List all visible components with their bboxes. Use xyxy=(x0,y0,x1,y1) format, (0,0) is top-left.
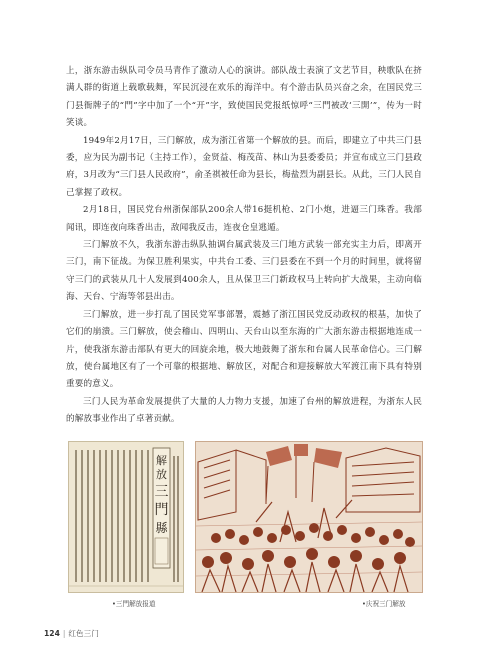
newspaper-report-image xyxy=(68,441,184,593)
caption-right: •庆祝三门解放 xyxy=(362,600,406,608)
headline-glyph: 縣 xyxy=(155,521,168,535)
paragraph-5: 三门解放，进一步打乱了国民党军事部署，震撼了浙江国民党反动政权的根基，加快了它们的崩溃。三门解放，使会稽山、四明山、天台山以至东海的广大浙东游击根据地连成一片，使我浙东游击部队有更大的回旋余地，极大地鼓舞了浙东和台属人民革命信心。三门解放，使台属地区有了一个可靠的根据地、解放区，对配合和迎接解放大军渡江南下具有特别重要的意义。 xyxy=(66,309,422,390)
paragraph-2: 1949年2月17日，三门解放，成为浙江省第一个解放的县。而后，即建立了中共三门县委，应为民为副书记（主持工作），金贤益、梅茂苗、林山为县委委员；并宣布成立三门县政府，3月改为“三门县人民政府”，俞圣祺被任命为县长，梅盐烈为副县长。从此，三门人民自己掌握了政权。 xyxy=(66,135,422,198)
paragraph-4: 三门解放不久，我浙东游击纵队抽调台属武装及三门地方武装一部充实主力后，即离开三门，南下征战。为保卫胜利果实，中共台工委、三门县委在不到一个月的时间里，就将留守三门的武装从几十人发展到400余人，且从保卫三门新政权马上转向扩大战果，主动向临海、天台、宁海等邻县出击。 xyxy=(66,240,422,303)
celebration-woodcut-image xyxy=(195,441,423,593)
article-body xyxy=(66,63,422,429)
paragraph-6: 三门人民为革命发展提供了大量的人力物力支援，加速了台州的解放进程，为浙东人民的解放事业作出了卓著贡献。 xyxy=(66,396,422,425)
paragraph-3: 2月18日，国民党台州浙保部队200余人带16挺机枪、2门小炮，进逼三门珠香。我部闻讯，即连夜向珠香出击，敌闻我反击，连夜仓皇逃遁。 xyxy=(66,205,422,233)
section-title: 红色三门 xyxy=(68,629,99,638)
paragraph-1: 上，浙东游击纵队司令员马青作了激动人心的演讲。部队战士表演了文艺节目，秧歌队在挤满人群的街道上载歌载舞，军民沉浸在欢乐的海洋中。有个游击队员兴奋之余，在国民党三门县衙牌子的“門”字中加了一个“开”字，致使国民党报纸惊呼“三門被改‘三開’”，传为一时笑谈。 xyxy=(66,66,422,129)
page-number: 124 xyxy=(44,629,60,638)
footer-separator: | xyxy=(62,629,66,638)
page-footer xyxy=(44,628,99,639)
headline-glyph: 門 xyxy=(154,502,169,518)
caption-left: •三門解放报道 xyxy=(112,600,156,608)
headline-glyph: 解 xyxy=(156,454,167,467)
celebration-crowd-illustration xyxy=(196,442,422,592)
headline-glyph: 放 xyxy=(156,468,167,481)
headline-glyph: 三 xyxy=(154,484,169,500)
newspaper-clipping-illustration xyxy=(69,442,183,592)
